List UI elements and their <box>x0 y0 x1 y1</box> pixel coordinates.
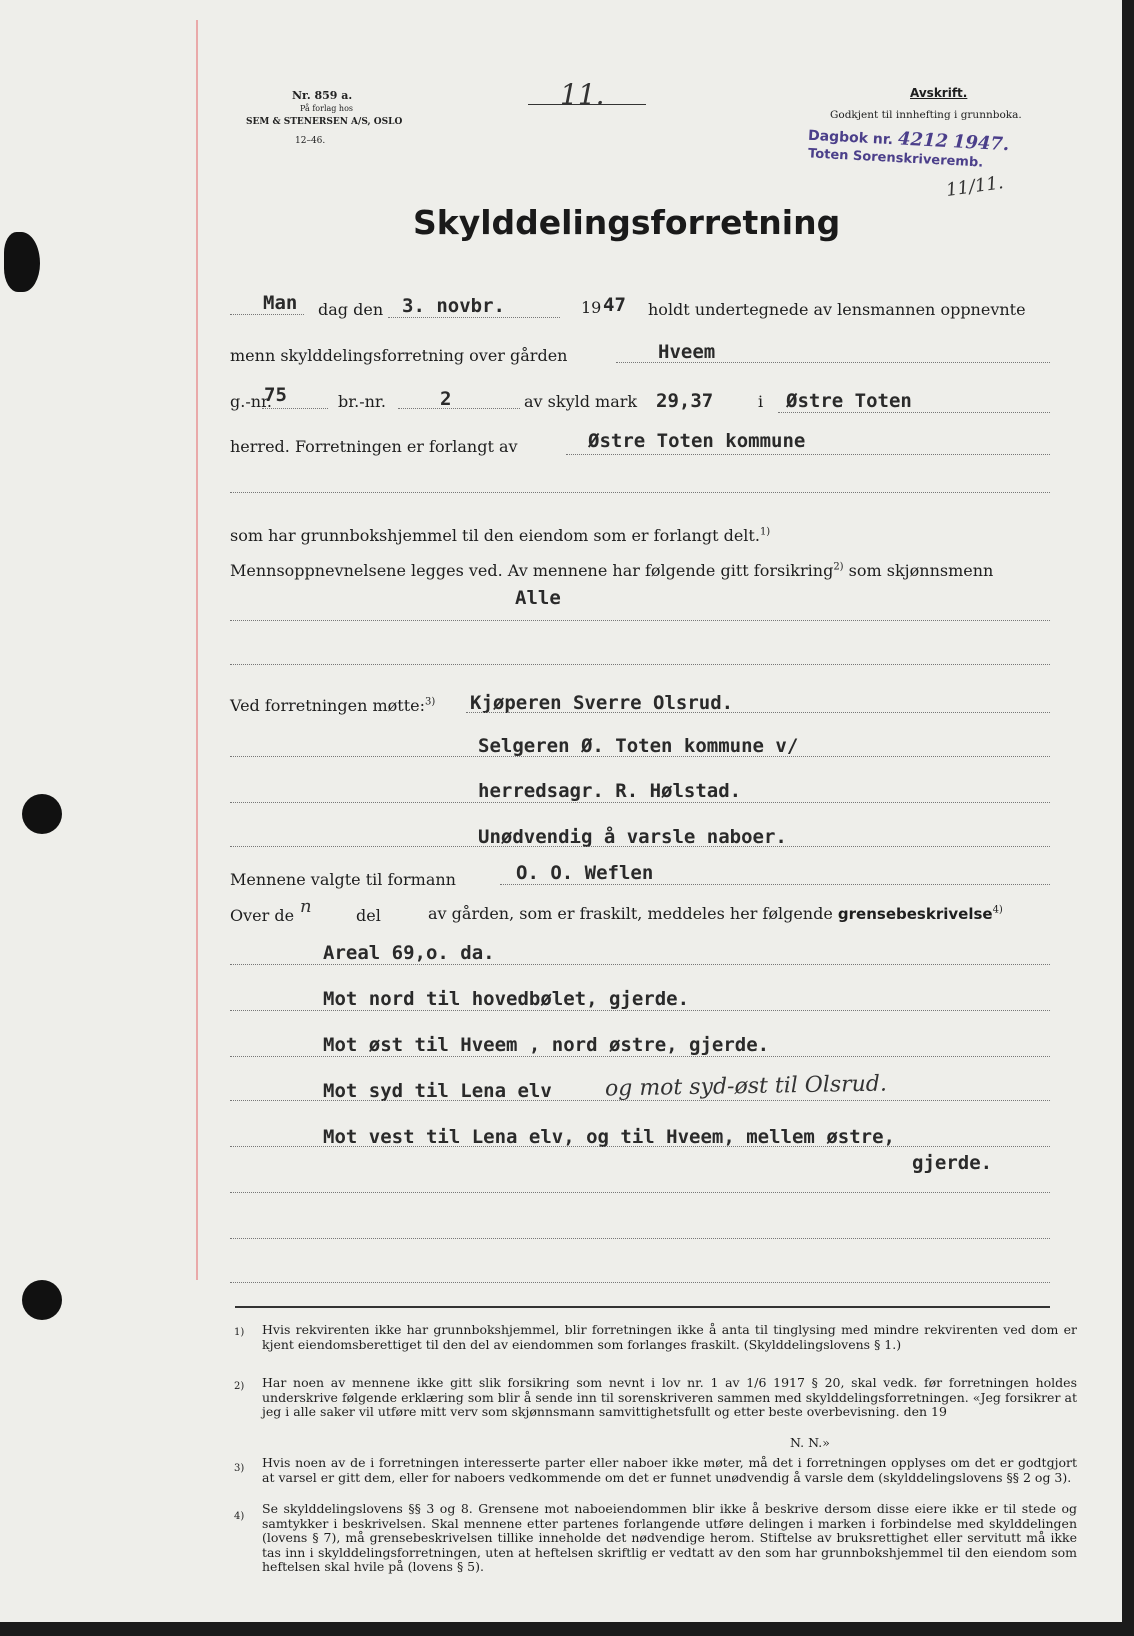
dotted-line <box>230 1056 1050 1057</box>
requested-by-value: Østre Toten kommune <box>588 430 806 452</box>
boundary-line: gjerde. <box>912 1152 993 1174</box>
dotted-line <box>230 846 1050 847</box>
boundary-intro <box>428 904 1003 923</box>
punch-hole <box>22 1280 62 1320</box>
boundary-bold: grensebeskrivelse <box>837 905 993 923</box>
dotted-line <box>230 1010 1050 1011</box>
dotted-line <box>500 884 1050 885</box>
handwritten-addition: og mot syd-øst til Olsrud. <box>604 1071 888 1102</box>
bnr-label: br.-nr. <box>338 392 386 411</box>
dotted-line <box>262 408 328 409</box>
footnote-mark: 1) <box>234 1327 245 1338</box>
boundary-text: av gården, som er fraskilt, meddeles her følgende <box>428 904 833 923</box>
skyld-value: 29,37 <box>656 390 714 412</box>
boundary-line: Mot nord til hovedbølet, gjerde. <box>323 988 690 1010</box>
dagbok-number: 4212 <box>897 128 949 153</box>
attended-label <box>230 696 435 715</box>
stamp-date-note: 11/11. <box>944 172 1005 201</box>
men-text: menn skylddelingsforretning over gården <box>230 346 568 365</box>
year-value: 47 <box>603 294 626 316</box>
dagbok-year: 1947. <box>952 131 1010 156</box>
dotted-line <box>230 964 1050 965</box>
herred-text: herred. Forretningen er forlangt av <box>230 437 518 456</box>
footnote-text: Har noen av mennene ikke gitt slik forsikring som nevnt i lov nr. 1 av 1/6 1917 § 20, skal vedk. før forretningen holdes underskrive følgende erklæring som blir å sende inn til sorenskriveren sammen med skylddelingsforretningen. «Jeg forsikrer at jeg i alle saker vil utføre mitt verv som skjønnsmann samvittighetsfullt og etter beste overbevisning. den 19 <box>262 1375 1077 1420</box>
form-number: Nr. 859 a. <box>292 89 353 102</box>
oppnevnelse-text-body: Mennsoppnevnelsene legges ved. Av mennene har følgende gitt forsikring <box>230 561 834 580</box>
hjemmel-text <box>230 526 770 545</box>
over-label: Over de <box>230 906 295 925</box>
dotted-line <box>230 620 1050 621</box>
footnote-ref: 4) <box>992 904 1003 916</box>
chairman-value: O. O. Weflen <box>516 862 654 884</box>
office-stamp: Toten Sorenskriveremb. <box>807 146 984 171</box>
publisher-line1: På forlag hos <box>300 104 354 113</box>
footnote-rule <box>235 1306 1050 1308</box>
day-value: Man <box>263 292 298 314</box>
footnote-mark: 3) <box>234 1463 245 1474</box>
dotted-line <box>230 1282 1050 1283</box>
dotted-line <box>230 314 304 315</box>
gnr-value: 75 <box>264 384 287 406</box>
footnote-ref: 3) <box>424 696 436 708</box>
footnote-text: Hvis noen av de i forretningen interesserte parter eller naboer ikke møter, må det i forretningen opplyses om det er godtgjort at varsel er gitt dem, eller for naboers vedkommende om det er funnet unødvendig å varsle dem (skylddelingslovens §§ 2 og 3). <box>262 1455 1077 1485</box>
dotted-line <box>388 317 560 318</box>
publisher-line2: SEM & STENERSEN A/S, OSLO <box>246 117 403 127</box>
dagbok-label: Dagbok nr. <box>807 127 894 149</box>
boundary-line: Areal 69,o. da. <box>323 942 495 964</box>
hjemmel-text-body: som har grunnbokshjemmel til den eiendom som er forlangt delt. <box>230 526 760 545</box>
i-label: i <box>758 392 764 411</box>
year-prefix: 19 <box>581 298 602 317</box>
form-date: 12–46. <box>295 136 326 146</box>
day-label: dag den <box>318 300 384 319</box>
approval-note: Godkjent til innhefting i grunnboka. <box>830 109 1022 121</box>
over-fill: n <box>300 896 312 917</box>
footnote-ref: 2) <box>833 561 844 573</box>
dotted-line <box>230 492 1050 493</box>
boundary-line: Mot vest til Lena elv, og til Hveem, mellem østre, <box>323 1126 895 1148</box>
attended-item: Unødvendig å varsle naboer. <box>478 826 787 848</box>
dotted-line <box>230 1146 1050 1147</box>
dotted-line <box>230 664 1050 665</box>
top-mark: 11. <box>560 78 605 111</box>
boundary-line: Mot øst til Hveem , nord østre, gjerde. <box>323 1034 770 1056</box>
punch-hole <box>4 232 40 292</box>
dotted-line <box>230 802 1050 803</box>
del-label: del <box>356 906 381 925</box>
bnr-value: 2 <box>440 388 452 410</box>
dotted-line <box>230 1238 1050 1239</box>
dotted-line <box>230 1192 1050 1193</box>
chairman-label: Mennene valgte til formann <box>230 870 456 889</box>
municipality-value: Østre Toten <box>786 390 912 412</box>
date-value: 3. novbr. <box>402 295 505 317</box>
attended-item: herredsagr. R. Hølstad. <box>478 780 742 802</box>
held-text: holdt undertegnede av lensmannen oppnevnte <box>648 300 1026 319</box>
footnote-ref: 1) <box>759 526 771 538</box>
footnote-text: Hvis rekvirenten ikke har grunnbokshjemmel, blir forretningen ikke å anta til tinglysing med mindre rekvirenten ved dom er kjent eiendomsberettiget til den del av eiendommen som forlanges fraskilt. (Skylddelingslovens § 1.) <box>262 1322 1077 1352</box>
page-title: Skylddelingsforretning <box>413 203 841 242</box>
attended-item: Selgeren Ø. Toten kommune v/ <box>478 735 799 757</box>
dotted-line <box>230 1100 1050 1101</box>
dotted-line <box>616 362 1050 363</box>
gnr-label: g.-nr. <box>230 392 273 411</box>
dotted-line <box>778 412 1050 413</box>
farm-value: Hveem <box>658 341 716 363</box>
punch-hole <box>22 794 62 834</box>
footnote-mark: 2) <box>234 1381 245 1392</box>
attended-item: Kjøperen Sverre Olsrud. <box>470 692 734 714</box>
skjonnsmenn-value: Alle <box>515 587 561 609</box>
dotted-line <box>566 454 1050 455</box>
dotted-line <box>230 756 1050 757</box>
footnote-text: Se skylddelingslovens §§ 3 og 8. Grensene mot naboeiendommen blir ikke å beskrive dersom disse eiere ikke er til stede og samtykker i beskrivelsen. Skal mennene etter partenes forlangende utføre delingen i marken i forbindelse med skylddelingen (lovens § 7), må grensebeskrivelsen tillike inneholde det nødvendige herom. Stiftelse av bruksrettighet eller servitutt må ikke tas inn i skylddelingsforretningen, uten at heftelsen skriftlig er vedtatt av den som har grunnbokshjemmel til den eiendom som heftelsen skal hvile på (lovens § 5). <box>262 1501 1077 1575</box>
oppnevnelse-text-end: som skjønnsmenn <box>843 561 994 580</box>
margin-line <box>196 20 198 1280</box>
dotted-line <box>398 408 520 409</box>
boundary-line: Mot syd til Lena elv <box>323 1080 552 1102</box>
dotted-line <box>466 712 1050 713</box>
footnote-signature: N. N.» <box>790 1435 830 1450</box>
footnote-mark: 4) <box>234 1511 245 1522</box>
attended-label-text: Ved forretningen møtte: <box>230 696 425 715</box>
copy-label: Avskrift. <box>910 86 968 100</box>
skyld-label: av skyld mark <box>524 392 638 411</box>
oppnevnelse-text <box>230 561 993 580</box>
top-mark-underline <box>528 104 646 105</box>
